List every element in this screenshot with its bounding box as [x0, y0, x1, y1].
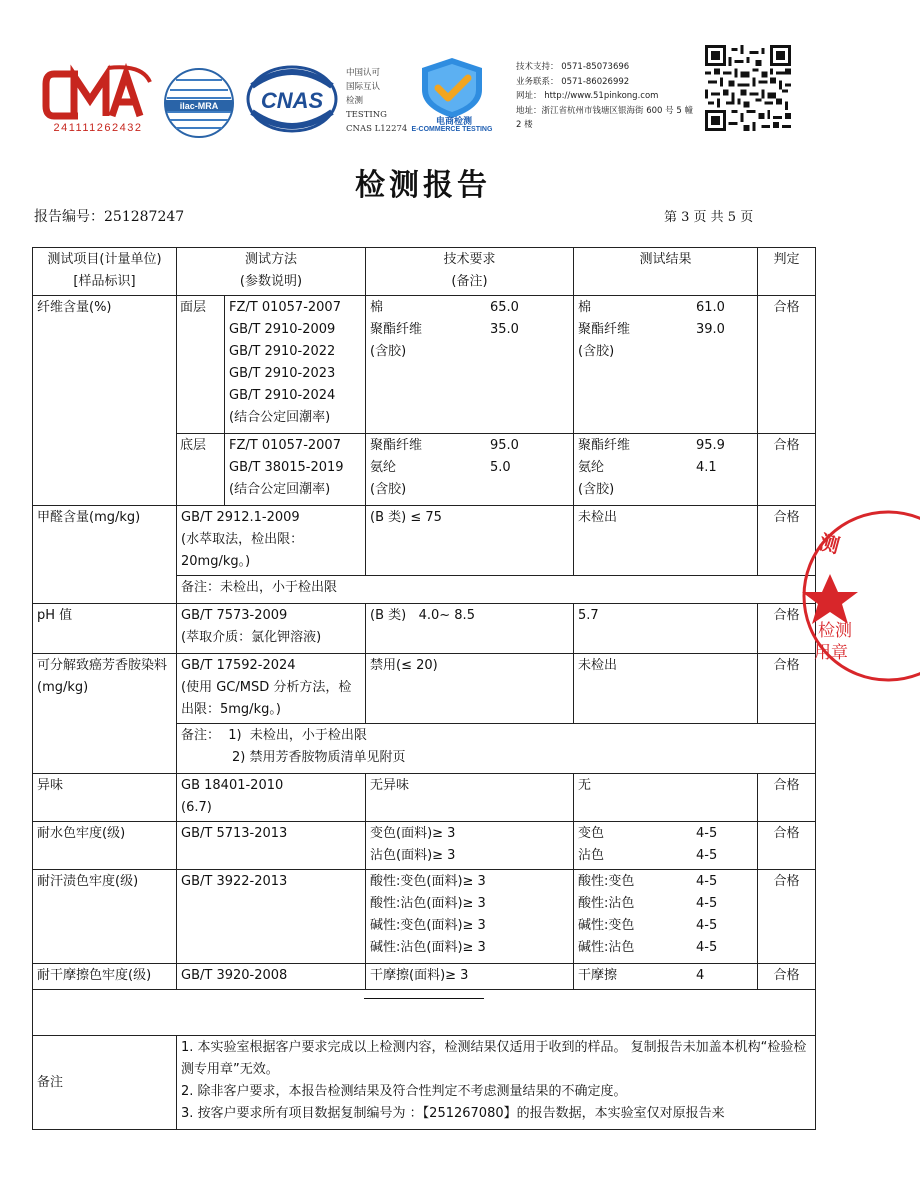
ph-verdict: 合格 — [758, 604, 816, 654]
header-requirement — [366, 248, 574, 296]
business-contact: 业务联系： 0571-86026992 — [516, 76, 630, 87]
res-val: 4-5 — [696, 826, 718, 841]
formaldehyde-item: 甲醛含量(mg/kg) — [33, 506, 177, 604]
header-method — [177, 248, 366, 296]
stamp-text: 测 — [816, 529, 843, 559]
req-val: 35.0 — [490, 322, 519, 337]
formaldehyde-remark: 备注：未检出，小于检出限 — [177, 576, 816, 604]
req-line: 沾色(面料)≥ 3 — [370, 848, 456, 863]
res-key: 碱性:沾色 — [578, 940, 635, 955]
header-result: 测试结果 — [574, 248, 758, 296]
perspiration-requirement — [366, 870, 574, 964]
formaldehyde-requirement: (B 类) ≤ 75 — [366, 506, 574, 576]
fiber-face-method — [177, 296, 366, 434]
res-key: 碱性:变色 — [578, 918, 635, 933]
method-line: (结合公定回潮率) — [229, 482, 331, 497]
res-pair — [578, 297, 753, 319]
res-key: 酸性:沾色 — [578, 896, 635, 911]
table-row — [33, 506, 816, 576]
base-layer-label: 底层 — [180, 438, 207, 453]
method-note: (6.7) — [181, 800, 212, 815]
svg-text:ilac-MRA: ilac-MRA — [179, 101, 219, 111]
stamp-text: 检测 — [818, 621, 852, 641]
method-note: (使用 GC/MSD 分析方法，检出限：5mg/kg。) — [181, 680, 352, 717]
water-verdict: 合格 — [758, 822, 816, 870]
fiber-face-verdict: 合格 — [758, 296, 816, 434]
res-key: 沾色 — [578, 848, 605, 863]
fiber-base-method — [177, 434, 366, 506]
ph-requirement: (B 类) 4.0~ 8.5 — [366, 604, 574, 654]
req-key: 棉 — [370, 300, 384, 315]
req-key: (含胶) — [370, 344, 407, 359]
stamp-text: 用章 — [814, 643, 848, 663]
formaldehyde-method — [177, 506, 366, 576]
header-req-line1: 技术要求 — [443, 252, 496, 267]
method-note: (水萃取法，检出限：20mg/kg。) — [181, 532, 304, 569]
res-key: 酸性:变色 — [578, 874, 635, 889]
res-key: 棉 — [578, 300, 592, 315]
rubbing-result — [574, 964, 758, 990]
req-pair — [370, 479, 569, 501]
inspection-seal-stamp — [800, 508, 920, 684]
req-val: 95.0 — [490, 438, 519, 453]
odor-verdict: 合格 — [758, 774, 816, 822]
header-item — [33, 248, 177, 296]
cma-number: 241111262432 — [53, 122, 143, 134]
res-val: 4-5 — [696, 940, 718, 955]
end-separator-line — [364, 998, 484, 999]
res-val: 4-5 — [696, 848, 718, 863]
header-item-line2: [样品标识] — [73, 274, 136, 289]
method-note: (萃取介质：氯化钾溶液) — [181, 630, 322, 645]
tech-support: 技术支持： 0571-85073696 — [516, 62, 630, 72]
odor-item: 异味 — [33, 774, 177, 822]
req-line: 碱性:变色(面料)≥ 3 — [370, 918, 486, 933]
req-key: (含胶) — [370, 482, 407, 497]
method-line: GB/T 7573-2009 — [181, 608, 288, 623]
req-key: 聚酯纤维 — [370, 438, 423, 453]
perspiration-item: 耐汗渍色牢度(级) — [33, 870, 177, 964]
res-pair — [578, 937, 753, 959]
res-val: 4-5 — [696, 874, 718, 889]
method-line: FZ/T 01057-2007 — [229, 438, 341, 453]
res-pair — [578, 479, 753, 501]
azo-method — [177, 654, 366, 724]
accred-line: CNAS L12274 — [346, 124, 408, 134]
page-indicator: 第 3 页 共 5 页 — [664, 210, 754, 225]
fiber-base-result — [574, 434, 758, 506]
formaldehyde-result: 未检出 — [574, 506, 758, 576]
accred-line: 检测 — [346, 96, 364, 106]
res-key: 聚酯纤维 — [578, 322, 631, 337]
req-pair — [370, 435, 569, 457]
res-pair — [578, 435, 753, 457]
ph-result: 5.7 — [574, 604, 758, 654]
azo-remark-line2: 2) 禁用芳香胺物质清单见附页 — [232, 750, 406, 765]
req-key: 聚酯纤维 — [370, 322, 423, 337]
req-val: 65.0 — [490, 300, 519, 315]
table-row — [33, 990, 816, 1036]
method-line: GB 18401-2010 — [181, 778, 284, 793]
odor-requirement: 无异味 — [366, 774, 574, 822]
formaldehyde-verdict: 合格 — [758, 506, 816, 576]
water-item: 耐水色牢度(级) — [33, 822, 177, 870]
rubbing-item: 耐干摩擦色牢度(级) — [33, 964, 177, 990]
face-methods — [224, 296, 365, 433]
ph-method — [177, 604, 366, 654]
req-line: 碱性:沾色(面料)≥ 3 — [370, 940, 486, 955]
req-line: 酸性:变色(面料)≥ 3 — [370, 874, 486, 889]
res-pair — [578, 457, 753, 479]
odor-method — [177, 774, 366, 822]
fiber-base-requirement — [366, 434, 574, 506]
res-val: 95.9 — [696, 438, 725, 453]
accred-line: 中国认可 — [346, 68, 381, 78]
ecommerce-title: 电商检测 — [435, 117, 472, 127]
res-pair — [578, 845, 753, 867]
table-row — [33, 296, 816, 434]
header-verdict: 判定 — [758, 248, 816, 296]
face-layer-label: 面层 — [180, 300, 207, 315]
req-key: 氨纶 — [370, 460, 397, 475]
contact-block — [516, 60, 696, 133]
report-number: 报告编号：251287247 — [34, 209, 185, 225]
note-line: 3. 按客户要求所有项目数据复制编号为 ：【251267080】的报告数据，本实验室仅对原报告来 — [181, 1106, 725, 1121]
res-pair — [578, 893, 753, 915]
odor-result: 无 — [574, 774, 758, 822]
address: 地址：浙江省杭州市钱塘区银海街 600 号 5 幢 2 楼 — [516, 105, 693, 130]
res-key: 氨纶 — [578, 460, 605, 475]
fiber-base-verdict: 合格 — [758, 434, 816, 506]
table-row — [33, 604, 816, 654]
method-line: GB/T 2910-2022 — [229, 344, 336, 359]
req-pair — [370, 457, 569, 479]
res-pair — [578, 341, 753, 363]
table-row — [33, 1036, 816, 1130]
water-requirement — [366, 822, 574, 870]
base-methods — [224, 434, 365, 505]
method-line: GB/T 2910-2023 — [229, 366, 336, 381]
notes-label: 备注 — [33, 1036, 177, 1130]
method-line: GB/T 2910-2009 — [229, 322, 336, 337]
res-key: (含胶) — [578, 344, 615, 359]
table-header-row — [33, 248, 816, 296]
header-method-line2: (参数说明) — [239, 274, 303, 289]
res-val: 4 — [696, 968, 705, 983]
test-results-table — [32, 247, 816, 1130]
azo-requirement: 禁用(≤ 20) — [366, 654, 574, 724]
perspiration-result — [574, 870, 758, 964]
res-val: 61.0 — [696, 300, 725, 315]
perspiration-method: GB/T 3922-2013 — [177, 870, 366, 964]
req-pair — [370, 341, 569, 363]
table-row — [33, 822, 816, 870]
fiber-item: 纤维含量(%) — [33, 296, 177, 506]
res-pair — [578, 915, 753, 937]
azo-verdict: 合格 — [758, 654, 816, 724]
header-req-line2: (备注) — [451, 274, 488, 289]
method-line: GB/T 17592-2024 — [181, 658, 296, 673]
res-pair — [578, 965, 753, 987]
res-val: 4.1 — [696, 460, 717, 475]
table-row — [33, 774, 816, 822]
req-val: 5.0 — [490, 460, 511, 475]
table-row — [33, 870, 816, 964]
rubbing-method: GB/T 3920-2008 — [177, 964, 366, 990]
res-key: 变色 — [578, 826, 605, 841]
method-line: GB/T 2912.1-2009 — [181, 510, 300, 525]
azo-remark-line1: 备注： 1) 未检出，小于检出限 — [181, 728, 367, 743]
res-val: 39.0 — [696, 322, 725, 337]
accreditation-text — [346, 66, 407, 136]
water-method: GB/T 5713-2013 — [177, 822, 366, 870]
fiber-face-requirement — [366, 296, 574, 434]
res-pair — [578, 319, 753, 341]
header-item-line1: 测试项目(计量单位) — [47, 252, 162, 267]
svg-text:CNAS: CNAS — [260, 88, 324, 113]
res-key: 聚酯纤维 — [578, 438, 631, 453]
end-of-table-cell — [33, 990, 816, 1036]
res-val: 4-5 — [696, 918, 718, 933]
accred-line: TESTING — [346, 110, 387, 120]
method-line: (结合公定回潮率) — [229, 410, 331, 425]
method-line: GB/T 38015-2019 — [229, 460, 344, 475]
table-row — [33, 964, 816, 990]
res-key: 干摩擦 — [578, 968, 618, 983]
req-line: 变色(面料)≥ 3 — [370, 826, 456, 841]
azo-remark — [177, 724, 816, 774]
res-pair — [578, 871, 753, 893]
report-title: 检测报告 — [355, 168, 491, 203]
res-key: (含胶) — [578, 482, 615, 497]
res-pair — [578, 823, 753, 845]
res-val: 4-5 — [696, 896, 718, 911]
req-pair — [370, 297, 569, 319]
water-result — [574, 822, 758, 870]
note-line: 2. 除非客户要求，本报告检测结果及符合性判定不考虑测量结果的不确定度。 — [181, 1084, 627, 1099]
header-method-line1: 测试方法 — [244, 252, 297, 267]
req-pair — [370, 319, 569, 341]
ph-item: pH 值 — [33, 604, 177, 654]
ilac-mra-logo-icon — [162, 66, 236, 140]
notes-content — [177, 1036, 816, 1130]
cnas-logo-icon — [244, 64, 340, 134]
fiber-face-result — [574, 296, 758, 434]
rubbing-verdict: 合格 — [758, 964, 816, 990]
rubbing-requirement: 干摩擦(面料)≥ 3 — [366, 964, 574, 990]
ecommerce-subtitle: E-COMMERCE TESTING — [411, 126, 493, 133]
method-line: FZ/T 01057-2007 — [229, 300, 341, 315]
website: 网址： http://www.51pinkong.com — [516, 91, 659, 101]
table-row — [33, 654, 816, 724]
azo-result: 未检出 — [574, 654, 758, 724]
qr-code-icon — [705, 45, 791, 131]
method-line: GB/T 2910-2024 — [229, 388, 336, 403]
azo-item: 可分解致癌芳香胺染料(mg/kg) — [33, 654, 177, 774]
note-line: 1. 本实验室根据客户要求完成以上检测内容，检测结果仅适用于收到的样品。 复制报告未加盖本机构“检验检测专用章”无效。 — [181, 1040, 807, 1077]
perspiration-verdict: 合格 — [758, 870, 816, 964]
accred-line: 国际互认 — [346, 82, 381, 92]
req-line: 酸性:沾色(面料)≥ 3 — [370, 896, 486, 911]
